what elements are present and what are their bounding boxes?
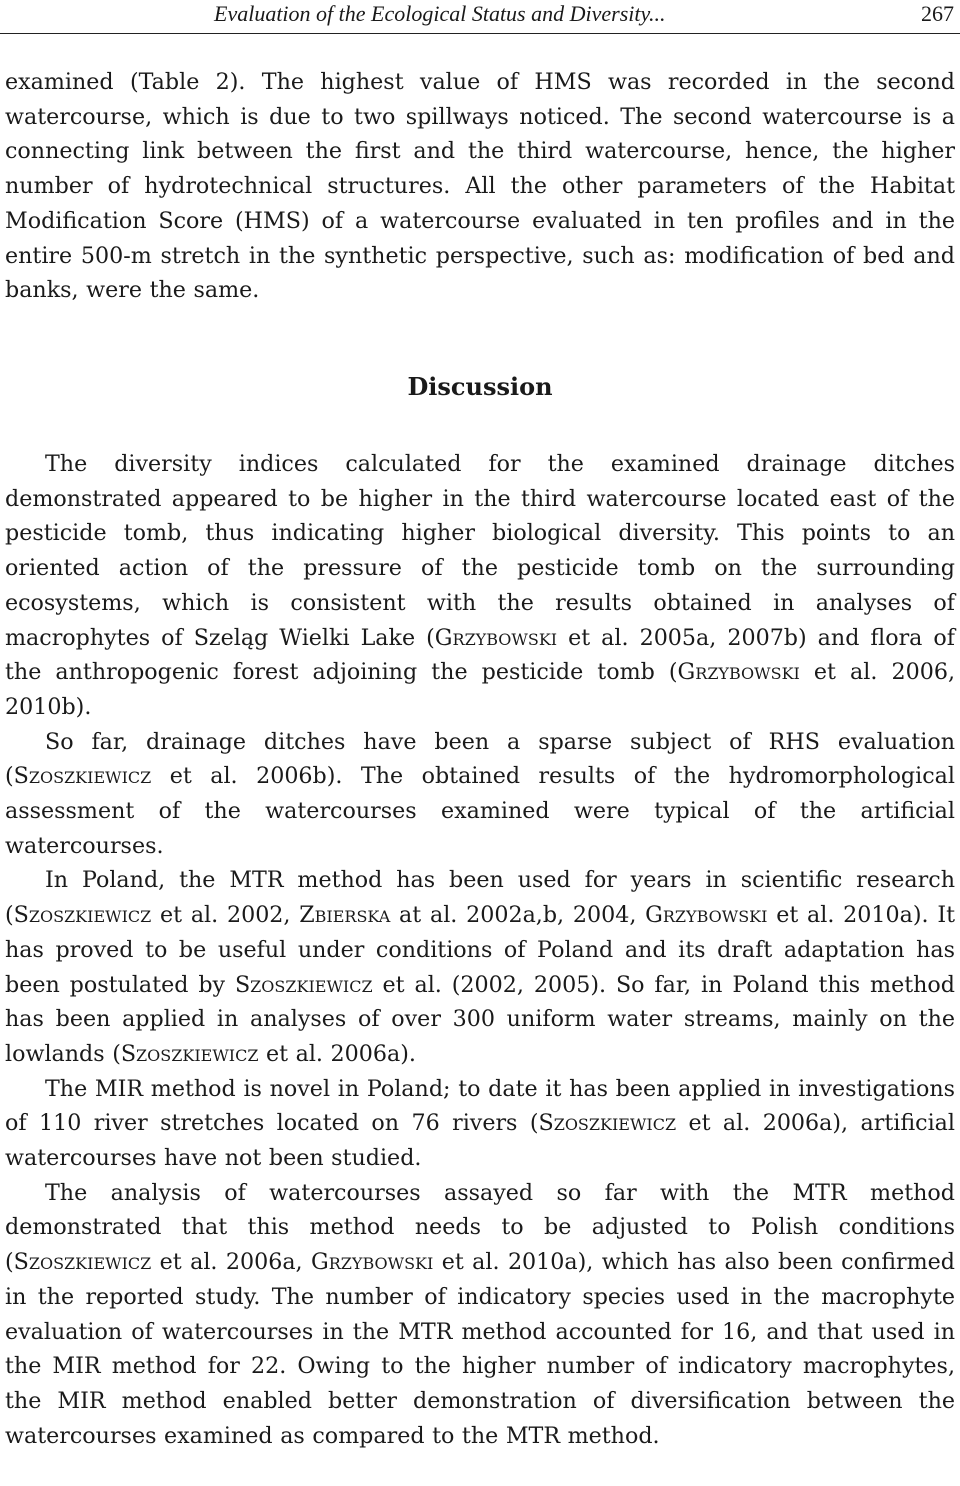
text-run: et al. 2006a, — [151, 1249, 312, 1276]
text-run: et al. 2005a, 2007b) and flora of the anthropogenic forest adjoining the pesticide tomb ( — [5, 624, 955, 686]
text-run: et al. (2002, 2005). So far, in Poland this method has been applied in analyses of over 300 uniform water streams, mainly on the lowlands ( — [5, 971, 955, 1067]
author-citation: Grzybowski — [311, 1249, 434, 1276]
author-citation: Grzybowski — [434, 624, 558, 651]
author-citation: Szoszkiewicz — [13, 1249, 152, 1276]
author-citation: Zbierska — [299, 902, 391, 929]
author-citation: Grzybowski — [677, 659, 800, 686]
text-run: The diversity indices calculated for the examined drainage ditches demonstrated appeared to be higher in the third watercourse located east of the pesticide tomb, thus indicating higher biological diversity. This points to an oriented action of the pressure of the pesticide tomb on the surrounding ecosystems, which is consistent with the results obtained in analyses of macrophytes of Szeląg Wielki Lake ( — [5, 451, 955, 651]
author-citation: Szoszkiewicz — [13, 902, 152, 929]
text-run: The analysis of watercourses assayed so far with the MTR method demonstrated that this method needs to be adjusted to Polish conditions ( — [5, 1179, 955, 1276]
text-run: et al. 2002, — [151, 902, 300, 929]
page-number: 267 — [921, 1, 954, 26]
author-citation: Szoszkiewicz — [13, 763, 152, 790]
discussion-paragraph-1 — [5, 447, 955, 725]
author-citation: Szoszkiewicz — [234, 971, 373, 998]
text-run: et al. 2006, 2010b). — [5, 659, 955, 720]
section-heading: Discussion — [407, 372, 553, 401]
text-run: In Poland, the MTR method has been used for years in scientific research ( — [5, 867, 955, 929]
author-citation: Szoszkiewicz — [538, 1110, 677, 1137]
discussion-text-block — [5, 447, 955, 1453]
discussion-paragraph-3 — [5, 863, 955, 1071]
text-run: So far, drainage ditches have been a sparse subject of RHS evaluation ( — [5, 728, 955, 790]
text-run: et al. 2010a). It has proved to be useful under conditions of Poland and its draft adaptation has been postulated by — [5, 902, 956, 998]
discussion-paragraph-2 — [5, 725, 955, 864]
author-citation: Szoszkiewicz — [120, 1040, 259, 1067]
text-run: et al. 2010a), which has also been confirmed in the reported study. The number of indicatory species used in the macrophyte evaluation of watercourses in the MTR method accounted for 16, and that used in the MIR method for 22. Owing to the higher number of indicatory macrophytes, the MIR method enabled better demonstration of diversification between the watercourses examined as compared to the MTR method. — [5, 1249, 955, 1449]
text-run: et al. 2006b). The obtained results of the hydromorphological assessment of the watercourses examined were typical of the artificial watercourses. — [5, 763, 955, 859]
author-citation: Grzybowski — [645, 902, 768, 929]
text-run: et al. 2006a). — [258, 1040, 416, 1067]
discussion-paragraph-5 — [5, 1176, 955, 1454]
discussion-paragraph-4 — [5, 1072, 955, 1176]
intro-paragraph: examined (Table 2). The highest value of HMS was recorded in the second watercourse, which is due to two spillways noticed. The second watercourse is a connecting link between the first and the third watercourse, hence, the higher number of hydrotechnical structures. All the other parameters of the Habitat Modification Score (HMS) of a watercourse evaluated in ten profiles and in the entire 500-m stretch in the synthetic perspective, such as: modification of bed and banks, were the same. — [5, 69, 955, 304]
text-run: The MIR method is novel in Poland; to date it has been applied in investigations of 110 river stretches located on 76 rivers ( — [5, 1075, 955, 1137]
text-run: at al. 2002a,b, 2004, — [390, 902, 646, 929]
intro-text-block — [5, 65, 955, 308]
running-header — [0, 0, 960, 34]
text-run: et al. 2006a), artificial watercourses have not been studied. — [5, 1110, 955, 1172]
running-title: Evaluation of the Ecological Status and Diversity... — [214, 1, 666, 26]
